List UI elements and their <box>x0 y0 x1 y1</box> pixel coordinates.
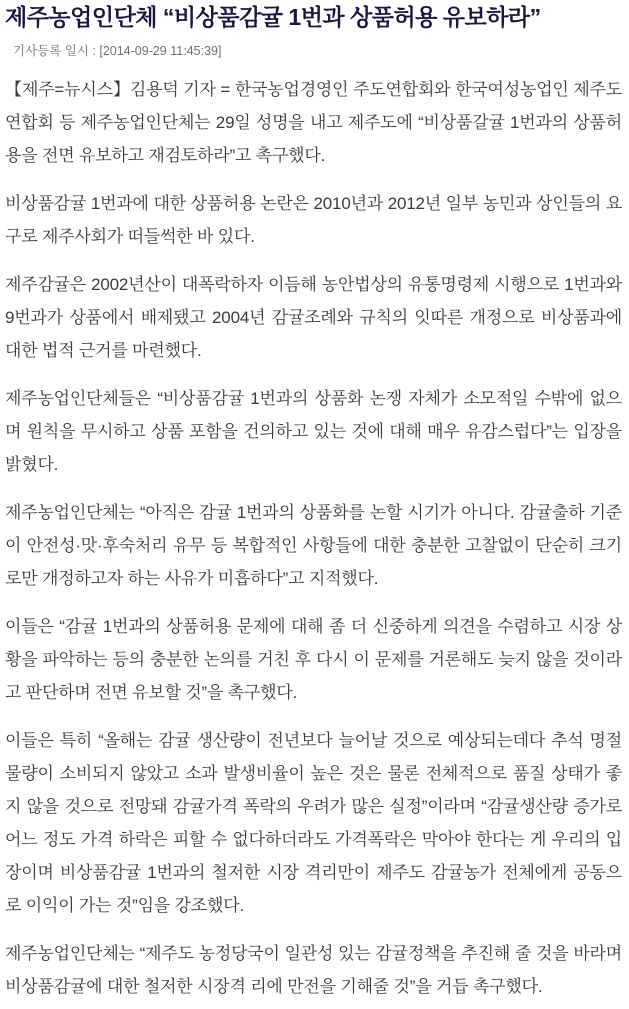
article-paragraph: 제주농업인단체들은 “비상품감귤 1번과의 상품화 논쟁 자체가 소모적일 수밖에 없으며 원칙을 무시하고 상품 포함을 건의하고 있는 것에 대해 매우 유감스럽다”는 입장을 밝혔다. <box>5 389 622 474</box>
article-paragraph: 비상품감귤 1번과에 대한 상품허용 논란은 2010년과 2012년 일부 농민과 상인들의 요구로 제주사회가 떠들썩한 바 있다. <box>5 194 622 246</box>
article-date-registered: 기사등록 일시 : [2014-09-29 11:45:39] <box>13 44 222 58</box>
article-title: 제주농업인단체 “비상품감귤 1번과 상품허용 유보하라” <box>5 4 541 30</box>
article-paragraph: 이들은 “감귤 1번과의 상품허용 문제에 대해 좀 더 신중하게 의견을 수렴하고 시장 상황을 파악하는 등의 충분한 논의를 거친 후 다시 이 문제를 거론해도 늦지 않을 것이라고 판단하며 전면 유보할 것”을 촉구했다. <box>5 617 622 702</box>
article-paragraph: 제주농업인단체는 “제주도 농정당국이 일관성 있는 감귤정책을 추진해 줄 것을 바라며 비상품감귤에 대한 철저한 시장격 리에 만전을 기해줄 것”을 거듭 촉구했다. <box>5 944 622 996</box>
article-paragraph: 제주감귤은 2002년산이 대폭락하자 이듬해 농안법상의 유통명령제 시행으로 1번과와 9번과가 상품에서 배제됐고 2004년 감귤조례와 규칙의 잇따른 개정으로 비상품과에 대한 법적 근거를 마련했다. <box>5 275 622 360</box>
article-paragraph: 이들은 특히 “올해는 감귤 생산량이 전년보다 늘어날 것으로 예상되는데다 추석 명절 물량이 소비되지 않았고 소과 발생비율이 높은 것은 물론 전체적으로 품질 상태가 좋지 않을 것으로 전망돼 감귤가격 폭락의 우려가 많은 실정”이라며 “감귤생산량 증가로 어느 정도 가격 하락은 피할 수 없다하더라도 가격폭락은 막아야 한다는 게 우리의 입장이며 비상품감귤 1번과의 철저한 시장 격리만이 제주도 감귤농가 전체에게 공동으로 이익이 가는 것”임을 강조했다. <box>5 731 622 915</box>
article-paragraph: 【제주=뉴시스】김용덕 기자 = 한국농업경영인 주도연합회와 한국여성농업인 제주도연합회 등 제주농업인단체는 29일 성명을 내고 제주도에 “비상품갈귤 1번과의 상품허용을 전면 유보하고 재검토하라”고 촉구했다. <box>5 80 622 165</box>
article-paragraph: 제주농업인단체는 “아직은 감귤 1번과의 상품화를 논할 시기가 아니다. 감귤출하 기준이 안전성·맛·후숙처리 유무 등 복합적인 사항들에 대한 충분한 고찰없이 단순히 크기로만 개정하고자 하는 사유가 미흡하다”고 지적했다. <box>5 503 622 588</box>
article-body <box>5 73 622 1003</box>
